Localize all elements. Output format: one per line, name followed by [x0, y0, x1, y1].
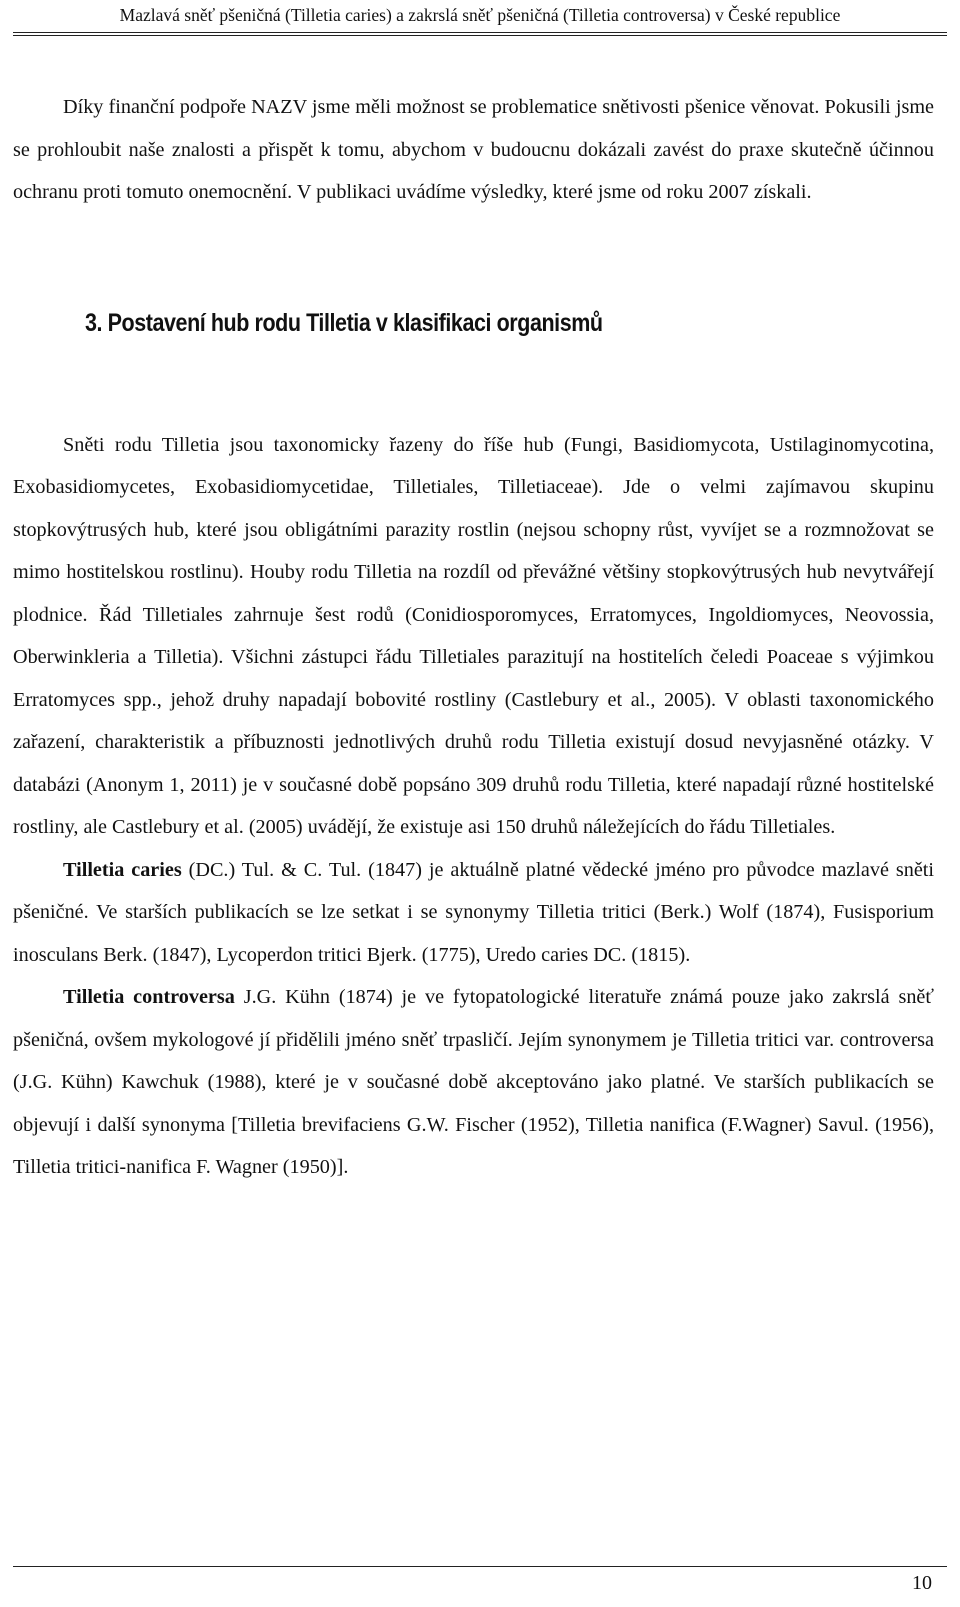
- caries-description: (DC.) Tul. & C. Tul. (1847) je aktuálně platné vědecké jméno pro původce mazlavé sněti pšeničné. Ve starších publikacích se lze setkat i se synonymy Tilletia tritici (Berk.) Wolf (1874), Fusisporium inosculans Berk. (1847), Lycoperdon tritici Bjerk. (1775), Uredo caries DC. (1815).: [13, 858, 934, 966]
- controversa-description: J.G. Kühn (1874) je ve fytopatologické literatuře známá pouze jako zakrslá sněť pšeničná, ovšem mykologové jí přidělili jméno sněť trpasličí. Jejím synonymem je Tilletia tritici var. controversa (J.G. Kühn) Kawchuk (1988), které je v současné době akceptováno jako platné. Ve starších publikacích se objevují i další synonyma [Tilletia brevifaciens G.W. Fischer (1952), Tilletia nanifica (F.Wagner) Savul. (1956), Tilletia tritici-nanifica F. Wagner (1950)].: [13, 986, 934, 1178]
- classification-paragraph: Sněti rodu Tilletia jsou taxonomicky řazeny do říše hub (Fungi, Basidiomycota, Ustilaginomycotina, Exobasidiomycetes, Exobasidiomycetidae, Tilletiales, Tilletiaceae). Jde o velmi zajímavou skupinu stopkovýtrusých hub, které jsou obligátními parazity rostlin (nejsou schopny růst, vyvíjet se a rozmnožovat se mimo hostitelskou rostlinu). Houby rodu Tilletia na rozdíl od převážné většiny stopkovýtrusých hub nevytvářejí plodnice. Řád Tilletiales zahrnuje šest rodů (Conidiosporomyces, Erratomyces, Ingoldiomyces, Neovossia, Oberwinkleria a Tilletia). Všichni zástupci řádu Tilletiales parazitují na hostitelích čeledi Poaceae s výjimkou Erratomyces spp., jehož druhy napadají bobovité rostliny (Castlebury et al., 2005). V oblasti taxonomického zařazení, charakteristik a příbuznosti jednotlivých druhů rodu Tilletia existují dosud nevyjasněné otázky. V databázi (Anonym 1, 2011) je v současné době popsáno 309 druhů rodu Tilletia, které napadají různé hostitelské rostliny, ale Castlebury et al. (2005) uvádějí, že existuje asi 150 druhů náležejících do řádu Tilletiales.: [13, 433, 934, 838]
- species-name-caries: Tilletia caries: [63, 858, 182, 881]
- tilletia-controversa-paragraph: [13, 976, 934, 1189]
- tilletia-caries-paragraph: [13, 849, 934, 977]
- page-content: [13, 86, 934, 1189]
- section-heading: 3. Postavení hub rodu Tilletia v klasifikaci organismů: [85, 308, 603, 337]
- header-rule: [13, 32, 947, 36]
- running-header: [0, 0, 960, 36]
- intro-paragraph: Díky finanční podpoře NAZV jsme měli možnost se problematice snětivosti pšenice věnovat. Pokusili jsme se prohloubit naše znalosti a přispět k tomu, abychom v budoucnu dokázali zavést do praxe skutečně účinnou ochranu proti tomuto onemocnění. V publikaci uvádíme výsledky, které jsme od roku 2007 získali.: [13, 96, 934, 203]
- section-heading-wrap: [13, 214, 934, 386]
- running-title: Mazlavá sněť pšeničná (Tilletia caries) a zakrslá sněť pšeničná (Tilletia controversa) v České republice: [119, 5, 841, 25]
- species-name-controversa: Tilletia controversa: [63, 986, 235, 1008]
- footer-rule: [13, 1566, 947, 1567]
- page-number: 10: [912, 1572, 932, 1594]
